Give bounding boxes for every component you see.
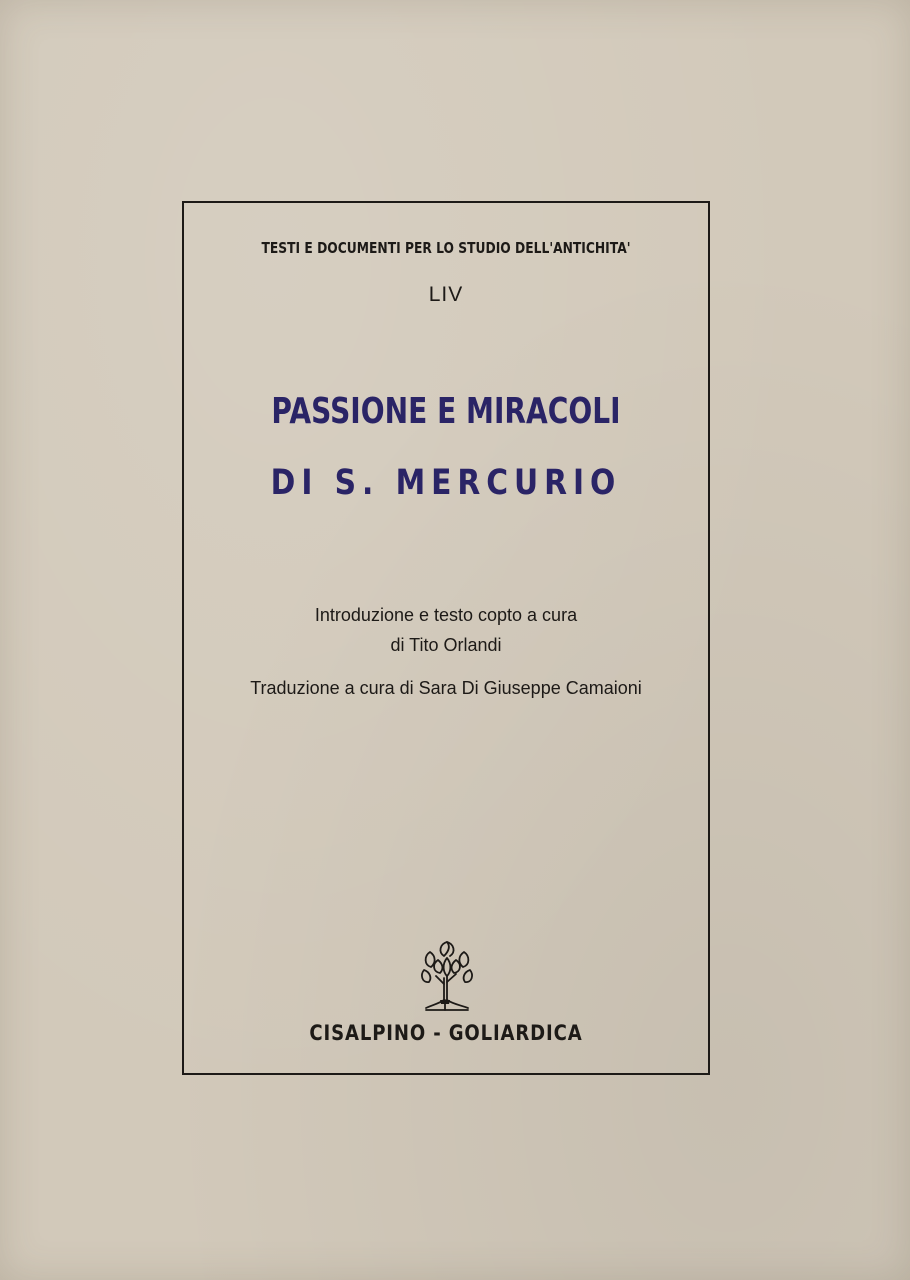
- book-title-line-1: PASSIONE E MIRACOLI: [271, 391, 621, 432]
- tree-icon: [418, 938, 476, 1014]
- cover-frame: [182, 201, 710, 1075]
- book-title-line-2: DI S. MERCURIO: [270, 463, 622, 503]
- series-title: TESTI E DOCUMENTI PER LO STUDIO DELL'ANTICHITA': [261, 239, 631, 257]
- credit-editor: di Tito Orlandi: [390, 635, 502, 655]
- publisher-name: CISALPINO - GOLIARDICA: [309, 1021, 583, 1045]
- credit-translation: Traduzione a cura di Sara Di Giuseppe Camaioni: [250, 678, 642, 698]
- credit-introduction: Introduzione e testo copto a cura: [314, 605, 578, 625]
- volume-number: LIV: [428, 283, 464, 306]
